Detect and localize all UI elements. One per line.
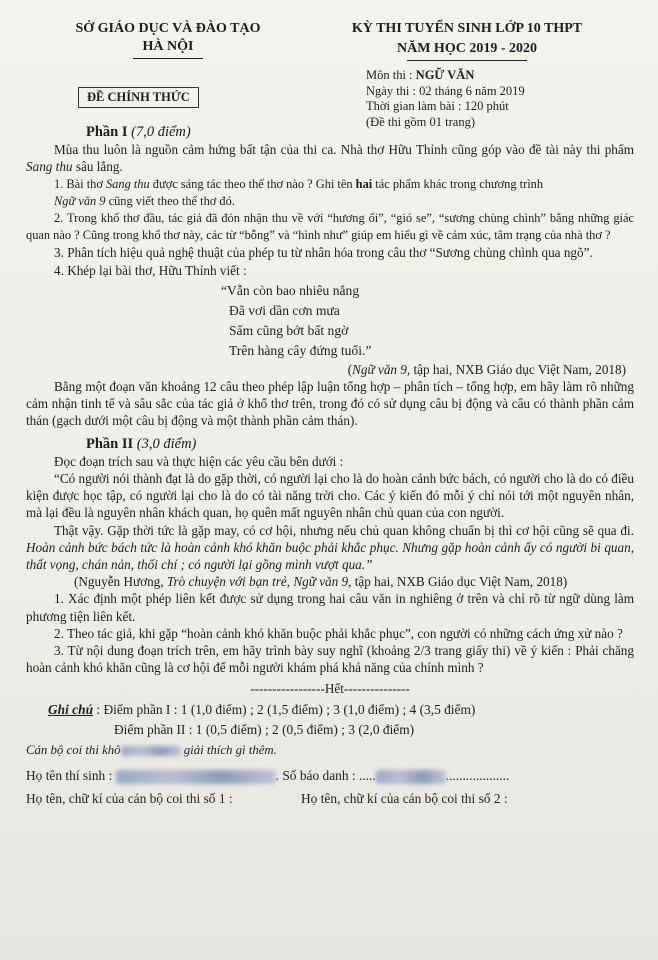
- exam-title-block: [302, 20, 632, 61]
- city-name: HÀ NỘI: [142, 39, 194, 54]
- question-2-2: 2. Theo tác giả, khi gặp “hoàn cảnh khó khăn buộc phải khắc phục”, con người có những cách ứng xử nào ?: [54, 625, 623, 641]
- poem-line: Sấm cũng bớt bất ngờ: [229, 322, 349, 338]
- redacted-number: [376, 770, 446, 784]
- exam-info: [366, 68, 525, 130]
- passage-para-2: Thật vậy. Gặp thời tức là gặp may, có cơ hội, nhưng nếu chủ quan không chuẩn bị thì cơ hội cũng sẽ qua đi. Hoàn cảnh bức bách tức là hoàn cảnh khó khăn buộc phải khắc phục. Nhưng gặp hoàn cảnh ấy có người bi quan, thất vọng, chán nản, thối chí ; có người lại gồng mình vượt qua.”: [26, 522, 634, 573]
- exam-body: [26, 124, 634, 810]
- scoring-note: Ghi chú : Điểm phần I : 1 (1,0 điểm) ; 2 (1,5 điểm) ; 3 (1,0 điểm) ; 4 (3,5 điểm) Điểm phần II : 1 (0,5 điểm) ; 2 (0,5 điểm) ; 3 (2,0 điểm): [48, 701, 476, 737]
- exam-title: KỲ THI TUYỂN SINH LỚP 10 THPT: [351, 21, 583, 36]
- poem-excerpt: [221, 281, 634, 361]
- exam-duration: Thời gian làm bài : 120 phút: [366, 99, 509, 113]
- part2-instruction: Đọc đoạn trích sau và thực hiện các yêu cầu bên dưới :: [54, 453, 344, 469]
- exam-date: Ngày thi : 02 tháng 6 năm 2019: [366, 83, 525, 98]
- redacted-name: [116, 770, 276, 784]
- poem-line: Đã vơi dần cơn mưa: [229, 302, 340, 318]
- question-1-1-cont: Ngữ văn 9 cũng viết theo thể thơ đó.: [54, 193, 235, 208]
- end-marker: -----------------Hết---------------: [250, 681, 410, 697]
- official-exam-label: ĐỀ CHÍNH THỨC: [78, 87, 199, 108]
- page-count: (Đề thi gồm 01 trang): [366, 114, 476, 129]
- question-1-3: 3. Phân tích hiệu quả nghệ thuật của phép tu từ nhân hóa trong câu thơ “Sương chùng chình qua ngõ”.: [54, 245, 593, 261]
- question-1-4: 4. Khép lại bài thơ, Hữu Thỉnh viết :: [54, 262, 247, 278]
- department-name: SỞ GIÁO DỤC VÀ ĐÀO TẠO: [75, 21, 261, 36]
- poem-line: Trên hàng cây đứng tuổi.”: [229, 342, 372, 358]
- question-1-1: 1. Bài thơ Sang thu được sáng tác theo thể thơ nào ? Ghi tên hai tác phẩm khác trong chương trình: [54, 176, 544, 191]
- part2-heading: Phần II (3,0 điểm): [86, 435, 197, 452]
- proctor-note: Cán bộ coi thi khô giải thích gì thêm.: [26, 742, 277, 757]
- poem-source: (Ngữ văn 9, tập hai, NXB Giáo dục Việt Nam, 2018): [347, 361, 626, 377]
- part1-heading: Phần I (7,0 điểm): [86, 124, 191, 140]
- question-1-4-task: Bằng một đoạn văn khoảng 12 câu theo phép lập luận tổng hợp – phân tích – tổng hợp, em hãy làm rõ những cảm nhận tinh tế và sâu sắc của tác giả ở khổ thơ trên, trong đó có sử dụng câu bị động và câu có thành phần cảm thán (gạch dưới một câu bị động và một thành phần cảm thán).: [26, 379, 634, 429]
- passage-source: (Nguyễn Hương, Trò chuyện với bạn trẻ, Ngữ văn 9, tập hai, NXB Giáo dục Việt Nam, 2018): [74, 574, 568, 590]
- part1-intro: Mùa thu luôn là nguồn cảm hứng bất tận của thi ca. Nhà thơ Hữu Thỉnh cũng góp vào đề tài này thi phẩm Sang thu sâu lắng.: [26, 142, 634, 175]
- divider: [407, 60, 527, 61]
- candidate-line: Họ tên thí sinh : . Số báo danh : ..... ...................: [26, 767, 510, 783]
- issuing-authority: [58, 20, 278, 59]
- subject-line: Môn thi : NGỮ VĂN: [366, 68, 475, 82]
- signature-line: Họ tên, chữ kí của cán bộ coi thi số 1 : Họ tên, chữ kí của cán bộ coi thi số 2 :: [26, 791, 508, 807]
- poem-line: “Vẫn còn bao nhiêu nắng: [221, 282, 360, 298]
- passage-para-1: “Có người nói thành đạt là do gặp thời, có người lại cho là do hoàn cảnh bức bách, có người cho là do có điều kiện được học tập, có người lại cho là do có tài năng trời cho. Các ý kiến đó mỗi ý chỉ nói tới một nguyên nhân, mà lại đều là nguyên nhân khách quan, họ quên mất nguyên nhân chủ quan của con người.: [26, 471, 634, 521]
- question-2-3: 3. Từ nội dung đoạn trích trên, em hãy trình bày suy nghĩ (khoảng 2/3 trang giấy thi) về ý kiến : Phải chăng hoàn cảnh khó khăn cũng là cơ hội để mỗi người khám phá khả năng của chính mình ?: [26, 643, 634, 676]
- question-1-2: 2. Trong khổ thơ đầu, tác giả đã đón nhận thu về với “hương ổi”, “gió se”, “sương chùng chình” bằng những giác quan nào ? Cũng trong khổ thơ này, các từ “bỗng” và “hình như” giúp em hiểu gì về cảm xúc, tâm trạng của nhà thơ ?: [26, 211, 634, 243]
- divider: [133, 58, 203, 59]
- school-year: NĂM HỌC 2019 - 2020: [397, 41, 537, 56]
- note-title: Ghi chú: [48, 701, 94, 717]
- question-2-1: 1. Xác định một phép liên kết được sử dụng trong hai câu văn in nghiêng ở trên và chỉ rõ từ ngữ dùng làm phương tiện liên kết.: [26, 591, 634, 624]
